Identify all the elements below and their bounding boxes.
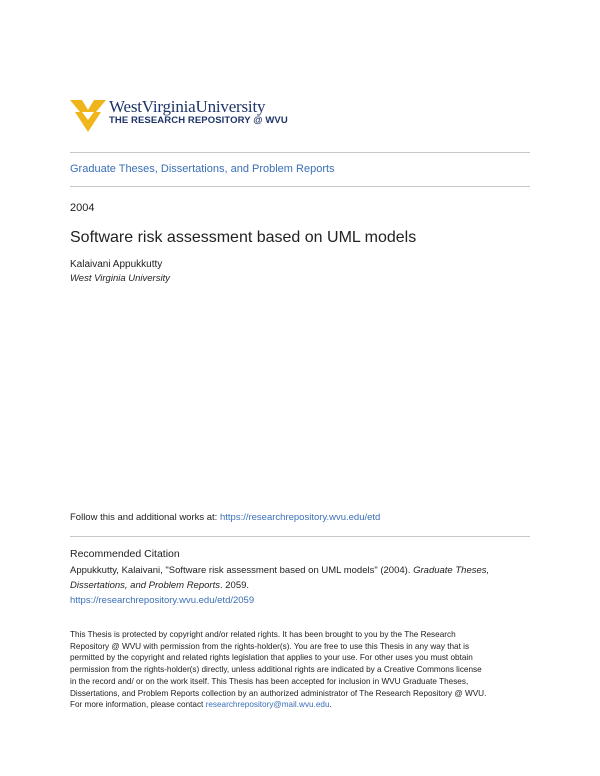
logo-university-name: WestVirginiaUniversity [109, 97, 266, 116]
rights-line: Dissertations, and Problem Reports collection by an authorized administrator of The Research Repository @ WVU. [70, 688, 487, 698]
rights-line: permitted by the copyright and related rights legislation that applies to your use. For other uses you must obtain [70, 653, 473, 663]
citation-prefix: Appukkutty, Kalaivani, "Software risk assessment based on UML models" (2004). [70, 565, 414, 576]
document-title: Software risk assessment based on UML models [70, 229, 417, 246]
divider [70, 536, 530, 537]
follow-link[interactable]: https://researchrepository.wvu.edu/etd [219, 512, 381, 523]
follow-line [70, 512, 380, 523]
rights-line: Repository @ WVU with permission from the rights-holder(s). You are free to use this Thesis in any way that is [70, 641, 470, 651]
logo-subtitle: THE RESEARCH REPOSITORY @ WVU [109, 115, 288, 126]
contact-email-link[interactable]: researchrepository@mail.wvu.edu [205, 700, 330, 710]
rights-line: permission from the rights-holder(s) directly, unless additional rights are indicated by a Creative Commons license [70, 665, 482, 675]
citation-number: . 2059. [219, 580, 250, 591]
author: Kalaivani Appukkutty [70, 259, 163, 270]
affiliation: West Virginia University [70, 273, 170, 284]
citation-heading: Recommended Citation [70, 548, 180, 560]
follow-text: Follow this and additional works at: [70, 512, 220, 523]
flying-wv-icon [70, 98, 106, 134]
wvu-logo [70, 98, 288, 134]
divider [70, 186, 530, 187]
series-link[interactable]: Graduate Theses, Dissertations, and Problem Reports [70, 163, 335, 175]
year: 2004 [70, 202, 95, 214]
rights-line: This Thesis is protected by copyright and/or related rights. It has been brought to you by the The Research [70, 630, 456, 639]
citation-text [70, 563, 540, 608]
contact-text: For more information, please contact [70, 700, 206, 710]
contact-end: . [329, 700, 332, 710]
rights-line: in the record and/ or on the work itself. This Thesis has been accepted for inclusion in WVU Graduate Theses, [70, 676, 469, 686]
divider [70, 152, 530, 153]
rights-statement [70, 629, 540, 711]
citation-series: Graduate Theses, Dissertations, and Problem Reports [70, 565, 490, 591]
citation-link[interactable]: https://researchrepository.wvu.edu/etd/2059 [70, 595, 255, 606]
rights-contact [70, 699, 540, 711]
